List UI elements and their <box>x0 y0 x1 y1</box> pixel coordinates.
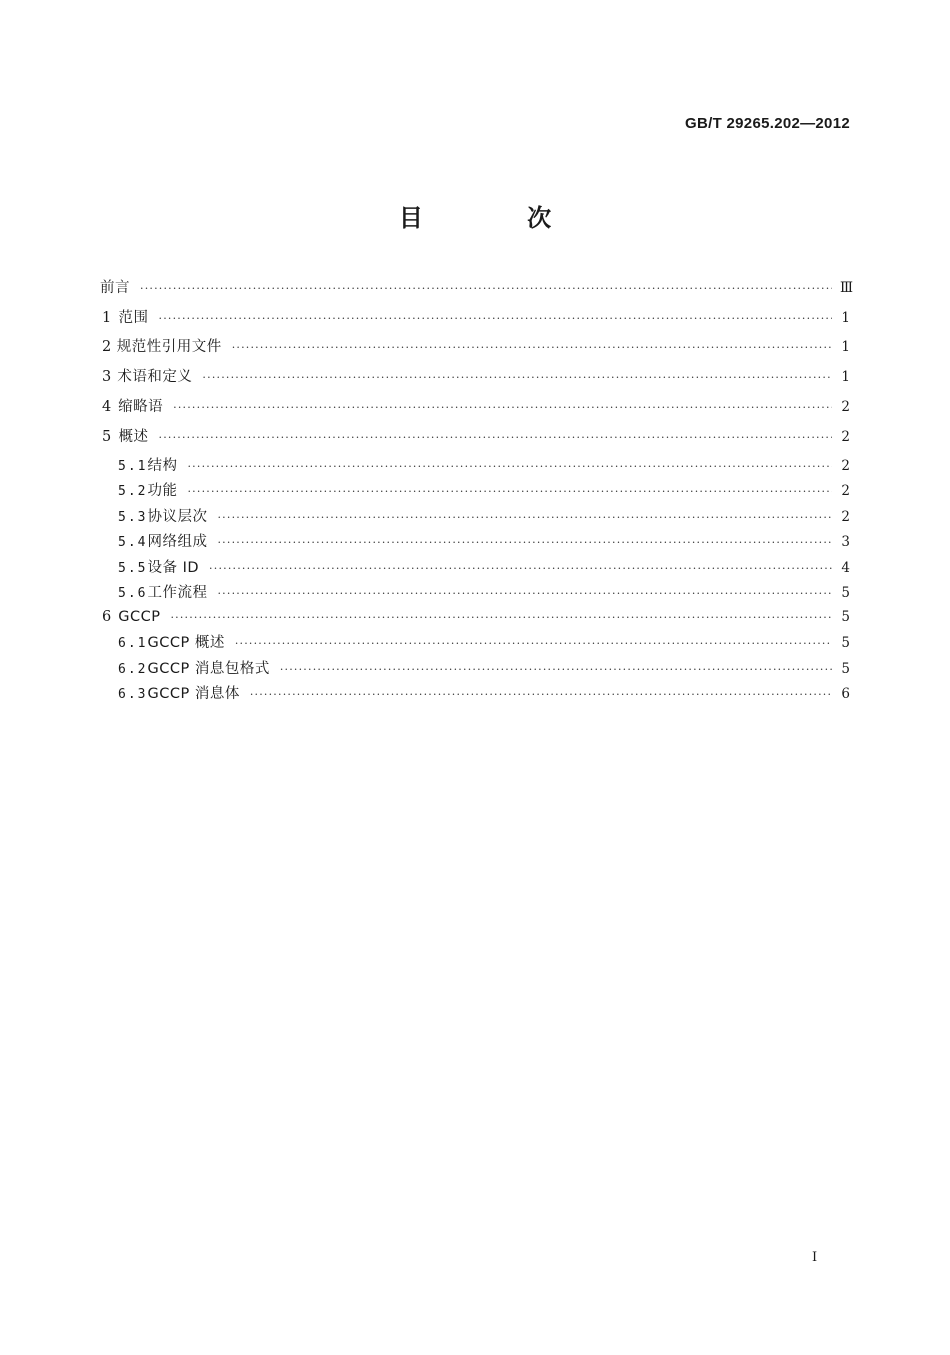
toc-entry-title: 网络组成 <box>147 534 208 550</box>
toc-entry-page: 4 <box>841 560 850 576</box>
toc-entry-page: 5 <box>841 585 850 601</box>
toc-entry-title: 工作流程 <box>147 585 208 601</box>
toc-leader-dots <box>187 454 832 480</box>
toc-entry-title: GCCP 概述 <box>147 635 225 651</box>
toc-entry-title: 范围 <box>118 310 149 326</box>
toc-entry-page: 2 <box>841 509 850 525</box>
page-number: I <box>812 1250 818 1265</box>
toc-entry-5[interactable] <box>100 424 850 450</box>
toc-entry-3[interactable] <box>100 364 850 390</box>
toc-entry-4[interactable] <box>100 394 850 420</box>
toc-entry-number: 1 <box>102 310 112 326</box>
toc-entry-5-3[interactable] <box>100 504 850 530</box>
toc-entry-number: 2 <box>102 339 112 355</box>
toc-entry-page: 5 <box>841 635 850 651</box>
toc-entry-number: 6.1 <box>118 636 148 651</box>
toc-entry-title: 术语和定义 <box>117 369 193 385</box>
toc-entry-number: 6.2 <box>118 662 148 677</box>
toc-entry-page: 1 <box>841 369 850 385</box>
toc-entry-title: GCCP <box>118 609 161 625</box>
toc-entry-number: 3 <box>102 369 112 385</box>
toc-leader-dots <box>159 306 833 332</box>
toc-entry-preface[interactable] <box>100 275 854 301</box>
toc-entry-number: 5.3 <box>118 510 148 525</box>
toc-entry-page: 1 <box>841 339 850 355</box>
toc-leader-dots <box>250 682 832 708</box>
toc-entry-title: 规范性引用文件 <box>116 339 222 355</box>
toc-entry-page: 5 <box>841 661 850 677</box>
toc-entry-2[interactable] <box>100 334 850 360</box>
toc-entry-page: 5 <box>841 609 850 625</box>
toc-entry-number: 6.3 <box>118 687 148 702</box>
standard-code: GB/T 29265.202—2012 <box>685 115 850 132</box>
toc-entry-number: 6 <box>102 609 112 625</box>
toc-entry-6-1[interactable] <box>100 630 850 656</box>
toc-entry-page: 6 <box>841 686 850 702</box>
toc-entry-page: 2 <box>841 399 850 415</box>
toc-entry-6-3[interactable] <box>100 681 850 707</box>
toc-entry-1[interactable] <box>100 305 850 331</box>
toc-entry-6[interactable] <box>100 604 850 630</box>
toc-entry-title: 结构 <box>147 458 178 474</box>
toc-entry-number: 5.6 <box>118 586 148 601</box>
toc-entry-number: 5 <box>102 429 112 445</box>
toc-entry-number: 5.4 <box>118 535 148 550</box>
toc-entry-6-2[interactable] <box>100 656 850 682</box>
toc-leader-dots <box>170 605 832 631</box>
toc-entry-5-6[interactable] <box>100 580 850 606</box>
toc-entry-title: 缩略语 <box>118 399 164 415</box>
toc-entry-title: 概述 <box>118 429 149 445</box>
toc-entry-page: 2 <box>841 458 850 474</box>
toc-leader-dots <box>173 395 832 421</box>
toc-leader-dots <box>159 425 833 451</box>
toc-entry-title: GCCP 消息包格式 <box>147 661 270 677</box>
toc-leader-dots <box>232 335 832 361</box>
toc-entry-page: 3 <box>841 534 850 550</box>
toc-entry-title: 前言 <box>100 280 130 296</box>
toc-entry-page: Ⅲ <box>840 280 854 296</box>
toc-entry-number: 5.5 <box>118 561 148 576</box>
toc-entry-page: 1 <box>841 310 850 326</box>
toc-entry-title: 协议层次 <box>147 509 208 525</box>
toc-leader-dots <box>280 657 832 683</box>
toc-entry-number: 4 <box>102 399 112 415</box>
toc-entry-number: 5.1 <box>118 459 148 474</box>
toc-leader-dots <box>217 505 832 531</box>
toc-leader-dots <box>140 276 832 302</box>
toc-leader-dots <box>217 530 832 556</box>
toc-entry-title: 功能 <box>147 483 178 499</box>
toc-leader-dots <box>235 631 832 657</box>
toc-entry-title: GCCP 消息体 <box>147 686 240 702</box>
page-title: 目 次 <box>398 204 600 232</box>
toc-leader-dots <box>187 479 832 505</box>
toc-leader-dots <box>202 365 832 391</box>
toc-entry-5-2[interactable] <box>100 478 850 504</box>
toc-entry-5-1[interactable] <box>100 453 850 479</box>
toc-entry-5-4[interactable] <box>100 529 850 555</box>
toc-entry-page: 2 <box>841 429 850 445</box>
toc-entry-page: 2 <box>841 483 850 499</box>
toc-leader-dots <box>209 556 832 582</box>
toc-entry-5-5[interactable] <box>100 555 850 581</box>
toc-entry-number: 5.2 <box>118 484 148 499</box>
toc-entry-title: 设备 ID <box>147 560 200 576</box>
